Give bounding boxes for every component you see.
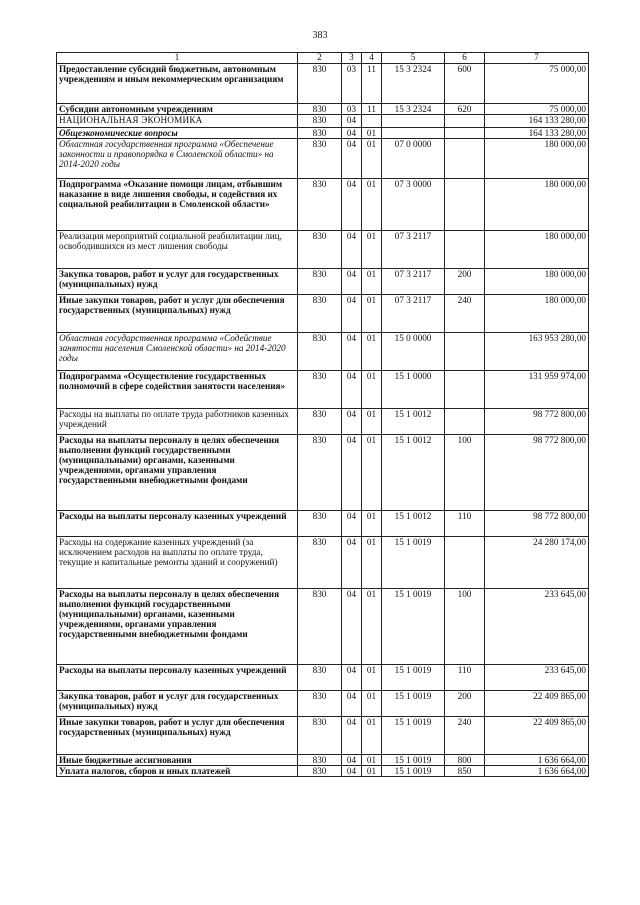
table-row — [57, 691, 589, 717]
row-code-cell: 830 — [298, 295, 342, 333]
row-subsection-cell: 01 — [362, 589, 382, 665]
row-target-article-cell: 15 1 0019 — [382, 665, 445, 691]
header-cell-1: 1 — [57, 53, 298, 64]
header-cell-7: 7 — [485, 53, 589, 64]
table-row — [57, 435, 589, 511]
row-expense-type-cell: 110 — [445, 511, 485, 537]
row-subsection-cell: 01 — [362, 409, 382, 435]
row-section-cell: 03 — [342, 64, 362, 104]
row-section-cell: 04 — [342, 717, 362, 755]
row-code-cell: 830 — [298, 537, 342, 589]
row-code-cell: 830 — [298, 139, 342, 179]
row-expense-type-cell: 100 — [445, 589, 485, 665]
row-target-article-cell: 07 0 0000 — [382, 139, 445, 179]
table-row — [57, 295, 589, 333]
row-subsection-cell: 11 — [362, 64, 382, 104]
header-cell-4: 4 — [362, 53, 382, 64]
row-name-cell: Областная государственная программа «Обеспечение законности и правопорядка в Смоленской области» на 2014-2020 годы — [57, 139, 298, 179]
row-code-cell: 830 — [298, 435, 342, 511]
row-target-article-cell: 07 3 2117 — [382, 295, 445, 333]
row-target-article-cell: 15 1 0019 — [382, 589, 445, 665]
row-amount-cell: 24 280 174,00 — [485, 537, 589, 589]
row-name-cell: Уплата налогов, сборов и иных платежей — [57, 766, 298, 777]
table-row — [57, 537, 589, 589]
row-subsection-cell: 01 — [362, 139, 382, 179]
row-target-article-cell: 07 3 2117 — [382, 269, 445, 295]
row-subsection-cell: 01 — [362, 511, 382, 537]
row-subsection-cell: 01 — [362, 128, 382, 139]
header-row — [57, 53, 589, 64]
row-section-cell: 03 — [342, 104, 362, 115]
row-name-cell: Расходы на выплаты персоналу в целях обеспечения выполнения функций государственными (муниципальными) органами, казенными учреждениями, органами управления государственными внебюджетными фондами — [57, 435, 298, 511]
row-target-article-cell: 15 1 0012 — [382, 511, 445, 537]
row-target-article-cell: 15 1 0012 — [382, 435, 445, 511]
row-subsection-cell: 01 — [362, 179, 382, 231]
row-amount-cell: 75 000,00 — [485, 104, 589, 115]
row-name-cell: Подпрограмма «Оказание помощи лицам, отбывшим наказание в виде лишения свободы, и содействия их социальной реабилитации в Смоленской области» — [57, 179, 298, 231]
row-expense-type-cell: 100 — [445, 435, 485, 511]
row-subsection-cell — [362, 115, 382, 128]
row-amount-cell: 164 133 280,00 — [485, 115, 589, 128]
row-name-cell: Закупка товаров, работ и услуг для государственных (муниципальных) нужд — [57, 691, 298, 717]
row-code-cell: 830 — [298, 755, 342, 766]
row-amount-cell: 233 645,00 — [485, 589, 589, 665]
row-name-cell: Закупка товаров, работ и услуг для государственных (муниципальных) нужд — [57, 269, 298, 295]
row-expense-type-cell: 240 — [445, 295, 485, 333]
table-row — [57, 104, 589, 115]
row-amount-cell: 1 636 664,00 — [485, 755, 589, 766]
row-section-cell: 04 — [342, 755, 362, 766]
row-section-cell: 04 — [342, 333, 362, 371]
header-cell-5: 5 — [382, 53, 445, 64]
row-amount-cell: 233 645,00 — [485, 665, 589, 691]
budget-table — [56, 52, 589, 777]
row-subsection-cell: 01 — [362, 435, 382, 511]
header-cell-6: 6 — [445, 53, 485, 64]
row-name-cell: Расходы на содержание казенных учреждений (за исключением расходов на выплаты по оплате труда, текущие и капитальные ремонты зданий и сооружений) — [57, 537, 298, 589]
row-name-cell: Иные закупки товаров, работ и услуг для обеспечения государственных (муниципальных) нужд — [57, 717, 298, 755]
row-amount-cell: 163 953 280,00 — [485, 333, 589, 371]
table-row — [57, 333, 589, 371]
row-subsection-cell: 01 — [362, 269, 382, 295]
row-name-cell: Иные бюджетные ассигнования — [57, 755, 298, 766]
table-row — [57, 269, 589, 295]
table-row — [57, 231, 589, 269]
row-subsection-cell: 01 — [362, 295, 382, 333]
row-amount-cell: 22 409 865,00 — [485, 717, 589, 755]
row-section-cell: 04 — [342, 511, 362, 537]
row-amount-cell: 98 772 800,00 — [485, 409, 589, 435]
row-name-cell: Предоставление субсидий бюджетным, автономным учреждениям и иным некоммерческим организациям — [57, 64, 298, 104]
row-section-cell: 04 — [342, 231, 362, 269]
table-row — [57, 128, 589, 139]
table-row — [57, 64, 589, 104]
row-amount-cell: 75 000,00 — [485, 64, 589, 104]
row-amount-cell: 98 772 800,00 — [485, 435, 589, 511]
page-number: 383 — [312, 30, 328, 41]
row-subsection-cell: 01 — [362, 766, 382, 777]
row-expense-type-cell: 110 — [445, 665, 485, 691]
row-amount-cell: 180 000,00 — [485, 139, 589, 179]
row-target-article-cell — [382, 115, 445, 128]
row-amount-cell: 164 133 280,00 — [485, 128, 589, 139]
row-target-article-cell: 15 1 0019 — [382, 755, 445, 766]
row-amount-cell: 1 636 664,00 — [485, 766, 589, 777]
table-row — [57, 766, 589, 777]
row-name-cell: Иные закупки товаров, работ и услуг для обеспечения государственных (муниципальных) нужд — [57, 295, 298, 333]
row-target-article-cell: 15 1 0000 — [382, 371, 445, 409]
row-name-cell: Расходы на выплаты персоналу в целях обеспечения выполнения функций государственными (муниципальными) органами, казенными учреждениями, органами управления государственными внебюджетными фондами — [57, 589, 298, 665]
row-code-cell: 830 — [298, 115, 342, 128]
row-target-article-cell: 07 3 2117 — [382, 231, 445, 269]
row-name-cell: Расходы на выплаты персоналу казенных учреждений — [57, 665, 298, 691]
row-target-article-cell: 07 3 0000 — [382, 179, 445, 231]
table-row — [57, 371, 589, 409]
table-row — [57, 511, 589, 537]
row-section-cell: 04 — [342, 139, 362, 179]
row-code-cell: 830 — [298, 128, 342, 139]
row-subsection-cell: 01 — [362, 691, 382, 717]
row-name-cell: Расходы на выплаты по оплате труда работников казенных учреждений — [57, 409, 298, 435]
row-expense-type-cell — [445, 371, 485, 409]
row-expense-type-cell — [445, 179, 485, 231]
header-cell-2: 2 — [298, 53, 342, 64]
row-expense-type-cell — [445, 115, 485, 128]
row-name-cell: Реализация мероприятий социальной реабилитации лиц, освободившихся из мест лишения свободы — [57, 231, 298, 269]
row-expense-type-cell — [445, 128, 485, 139]
row-code-cell: 830 — [298, 64, 342, 104]
row-section-cell: 04 — [342, 537, 362, 589]
row-name-cell: Общеэкономические вопросы — [57, 128, 298, 139]
row-code-cell: 830 — [298, 511, 342, 537]
row-name-cell: Субсидии автономным учреждениям — [57, 104, 298, 115]
row-code-cell: 830 — [298, 409, 342, 435]
row-subsection-cell: 01 — [362, 665, 382, 691]
row-code-cell: 830 — [298, 231, 342, 269]
row-target-article-cell: 15 1 0019 — [382, 537, 445, 589]
row-code-cell: 830 — [298, 371, 342, 409]
row-amount-cell: 180 000,00 — [485, 269, 589, 295]
row-expense-type-cell — [445, 537, 485, 589]
row-expense-type-cell: 850 — [445, 766, 485, 777]
row-subsection-cell: 01 — [362, 371, 382, 409]
row-code-cell: 830 — [298, 766, 342, 777]
row-name-cell: Областная государственная программа «Содействие занятости населения Смоленской области» на 2014-2020 годы — [57, 333, 298, 371]
row-subsection-cell: 01 — [362, 333, 382, 371]
row-amount-cell: 22 409 865,00 — [485, 691, 589, 717]
row-subsection-cell: 11 — [362, 104, 382, 115]
row-expense-type-cell — [445, 409, 485, 435]
row-section-cell: 04 — [342, 128, 362, 139]
row-target-article-cell: 15 3 2324 — [382, 64, 445, 104]
row-target-article-cell — [382, 128, 445, 139]
row-section-cell: 04 — [342, 269, 362, 295]
table-body — [57, 53, 589, 777]
row-amount-cell: 180 000,00 — [485, 295, 589, 333]
row-target-article-cell: 15 3 2324 — [382, 104, 445, 115]
row-code-cell: 830 — [298, 691, 342, 717]
row-section-cell: 04 — [342, 766, 362, 777]
row-name-cell: НАЦИОНАЛЬНАЯ ЭКОНОМИКА — [57, 115, 298, 128]
table-row — [57, 139, 589, 179]
row-code-cell: 830 — [298, 333, 342, 371]
row-expense-type-cell — [445, 333, 485, 371]
row-section-cell: 04 — [342, 179, 362, 231]
row-section-cell: 04 — [342, 115, 362, 128]
row-section-cell: 04 — [342, 665, 362, 691]
row-target-article-cell: 15 0 0000 — [382, 333, 445, 371]
table-row — [57, 665, 589, 691]
row-section-cell: 04 — [342, 409, 362, 435]
row-section-cell: 04 — [342, 589, 362, 665]
row-code-cell: 830 — [298, 269, 342, 295]
row-subsection-cell: 01 — [362, 717, 382, 755]
row-code-cell: 830 — [298, 665, 342, 691]
row-amount-cell: 98 772 800,00 — [485, 511, 589, 537]
row-expense-type-cell — [445, 139, 485, 179]
row-expense-type-cell — [445, 231, 485, 269]
row-target-article-cell: 15 1 0012 — [382, 409, 445, 435]
row-expense-type-cell: 600 — [445, 64, 485, 104]
row-section-cell: 04 — [342, 435, 362, 511]
table-row — [57, 409, 589, 435]
row-amount-cell: 180 000,00 — [485, 231, 589, 269]
table-row — [57, 589, 589, 665]
table-row — [57, 115, 589, 128]
table-row — [57, 179, 589, 231]
row-expense-type-cell: 240 — [445, 717, 485, 755]
row-code-cell: 830 — [298, 104, 342, 115]
row-target-article-cell: 15 1 0019 — [382, 717, 445, 755]
row-expense-type-cell: 800 — [445, 755, 485, 766]
row-amount-cell: 180 000,00 — [485, 179, 589, 231]
row-section-cell: 04 — [342, 371, 362, 409]
header-cell-3: 3 — [342, 53, 362, 64]
row-section-cell: 04 — [342, 691, 362, 717]
row-name-cell: Расходы на выплаты персоналу казенных учреждений — [57, 511, 298, 537]
row-amount-cell: 131 959 974,00 — [485, 371, 589, 409]
table-row — [57, 755, 589, 766]
row-expense-type-cell: 200 — [445, 691, 485, 717]
row-subsection-cell: 01 — [362, 755, 382, 766]
row-section-cell: 04 — [342, 295, 362, 333]
row-expense-type-cell: 620 — [445, 104, 485, 115]
row-code-cell: 830 — [298, 589, 342, 665]
row-target-article-cell: 15 1 0019 — [382, 691, 445, 717]
row-code-cell: 830 — [298, 179, 342, 231]
table-row — [57, 717, 589, 755]
row-subsection-cell: 01 — [362, 231, 382, 269]
row-expense-type-cell: 200 — [445, 269, 485, 295]
row-name-cell: Подпрограмма «Осуществление государственных полномочий в сфере содействия занятости населения» — [57, 371, 298, 409]
row-code-cell: 830 — [298, 717, 342, 755]
row-target-article-cell: 15 1 0019 — [382, 766, 445, 777]
row-subsection-cell: 01 — [362, 537, 382, 589]
